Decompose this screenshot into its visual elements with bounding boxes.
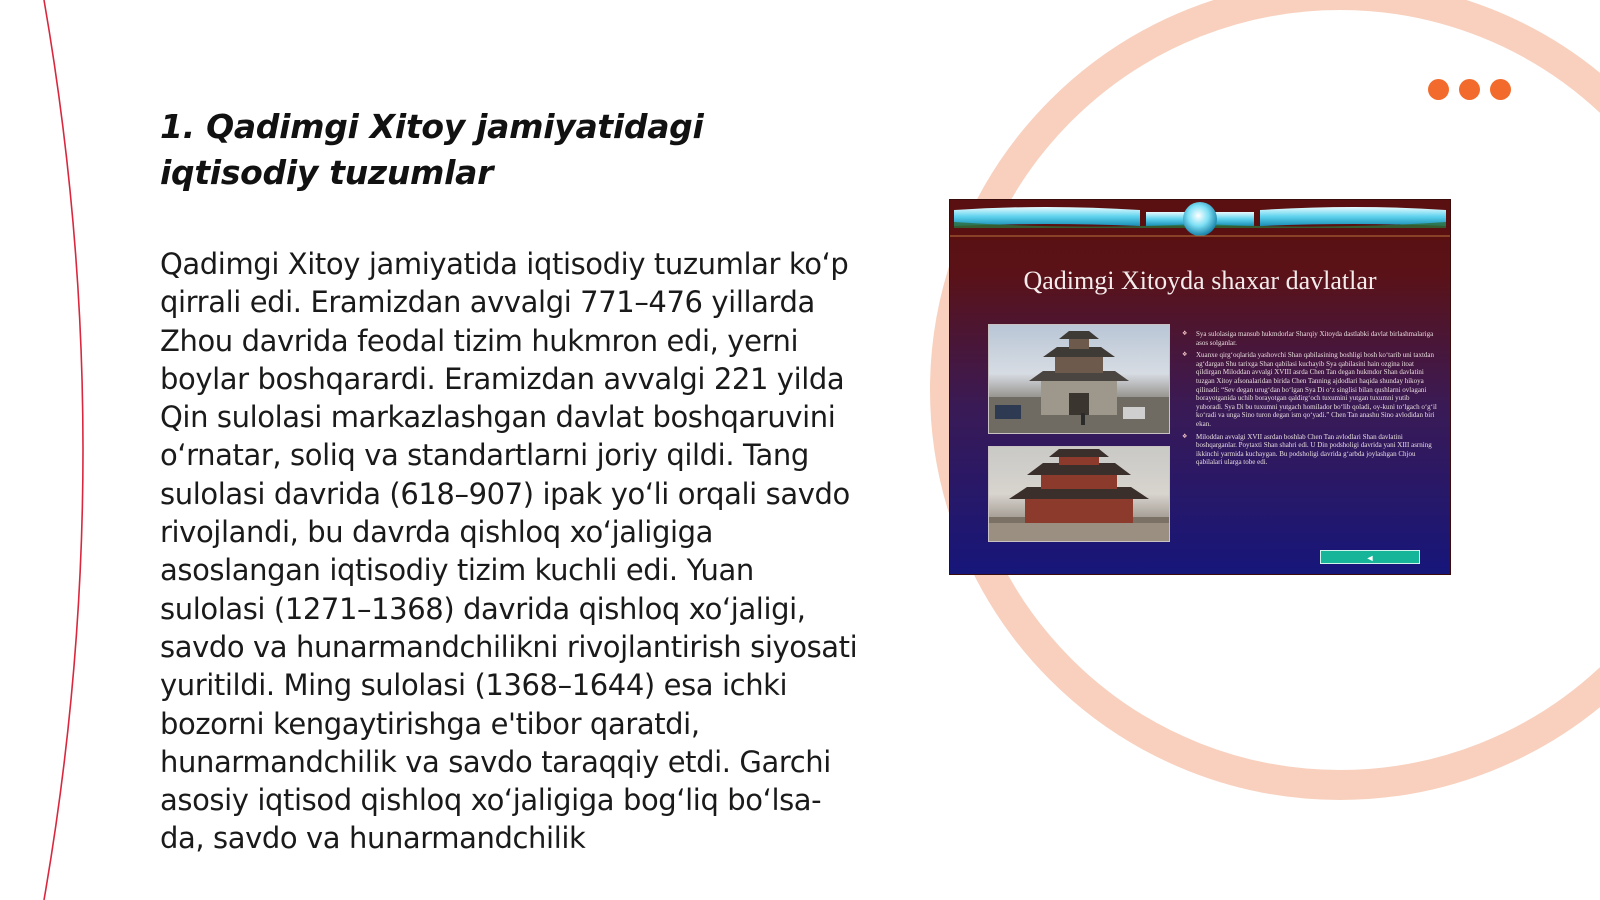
slide-bullet: ❖ Miloddan avvalgi XVII asrdan boshlab Chen Tan avlodlari Shan davlatini boshqarganlar. Poytaxti Shan shahri edi. U Din podsholigi davrida yani XIII asrning ikkinchi yarmida kuchaygan. Bu podsholigi davrida g‘arbda joylashgan Chjou qabilalari ularga tobe edi.: [1182, 433, 1437, 467]
slide-title: Qadimgi Xitoyda shaxar davlatlar: [1023, 266, 1377, 295]
dot: [1428, 79, 1449, 100]
page-title: 1. Qadimgi Xitoy jamiyatidagi iqtisodiy tuzumlar: [160, 107, 704, 192]
tower-photo: [988, 446, 1170, 542]
slide-header-ornament: [950, 200, 1450, 240]
dot: [1459, 79, 1480, 100]
left-accent-line: [44, 0, 83, 900]
body-paragraph: Qadimgi Xitoy jamiyatida iqtisodiy tuzumlar ko‘p qirrali edi. Eramizdan avvalgi 771–476 yillarda Zhou davrida feodal tizim hukmron edi, yerni boylar boshqarardi. Eramizdan avvalgi 221 yilda Qin sulolasi markazlashgan davlat boshqaruvini o‘rnatar, soliq va standartlarni joriy qildi. Tang sulolasi davrida (618–907) ipak yo‘li orqali savdo rivojlandi, bu davrda qishloq xo‘jaligiga asoslangan iqtisodiy tizim kuchli edi. Yuan sulolasi (1271–1368) davrida qishloq xo‘jaligi, savdo va hunarmandchilikni rivojlantirish siyosati yuritildi. Ming sulolasi (1368–1644) esa ichki bozorni kengaytirishga e'tibor qaratdi, hunarmandchilik va savdo taraqqiy etdi. Garchi asosiy iqtisod qishloq xo‘jaligiga bog‘liq bo‘lsa-da, savdo va hunarmandchilik: [160, 247, 858, 856]
slide-bullet-list: [1182, 330, 1437, 471]
slide-bullet: ❖ Sya sulolasiga mansub hukmdorlar Sharqiy Xitoyda dastlabki davlat birlashmalariga asos solganlar.: [1182, 330, 1437, 347]
slide-bullet: ❖ Xuanxe qirg‘oqlarida yashovchi Shan qabilasining boshligi bosh ko‘tarib uni taxtdan ag‘dargan Shu tarixga Shan qabilasi kuchayib Sya qabilasini hain ozgina itoat qildirgan Miloddan avvalgi XVIII asrda Chen Tan degan hukmdor Shan davlatini tuzgan Xitoy afsonalaridan birida Chen Tanning ajdodlari haqida shunday hikoya qilinadi: “Sev degan urug‘dan bo‘lgan Sya Di o‘z singlisi bilan qushlarni ovlagani borayotganida uchib borayotgan qaldirg‘och tuxumini yutgan tuxumni yutib yuboradi. Sya Di bu tuxumni yutgach homilador bo‘lib qoladi, oy-kuni to‘lgach o‘g‘il ko‘radi va unga Sino turon degan ism qo‘yadi.” Chen Tan anashu Sino avlodidan biri ekan.: [1182, 351, 1437, 428]
dot: [1490, 79, 1511, 100]
three-dots-icon: [1428, 79, 1511, 100]
slide-image: [950, 200, 1450, 574]
pagoda-photo: [988, 324, 1170, 434]
slide-back-button[interactable]: ◄: [1320, 550, 1420, 564]
